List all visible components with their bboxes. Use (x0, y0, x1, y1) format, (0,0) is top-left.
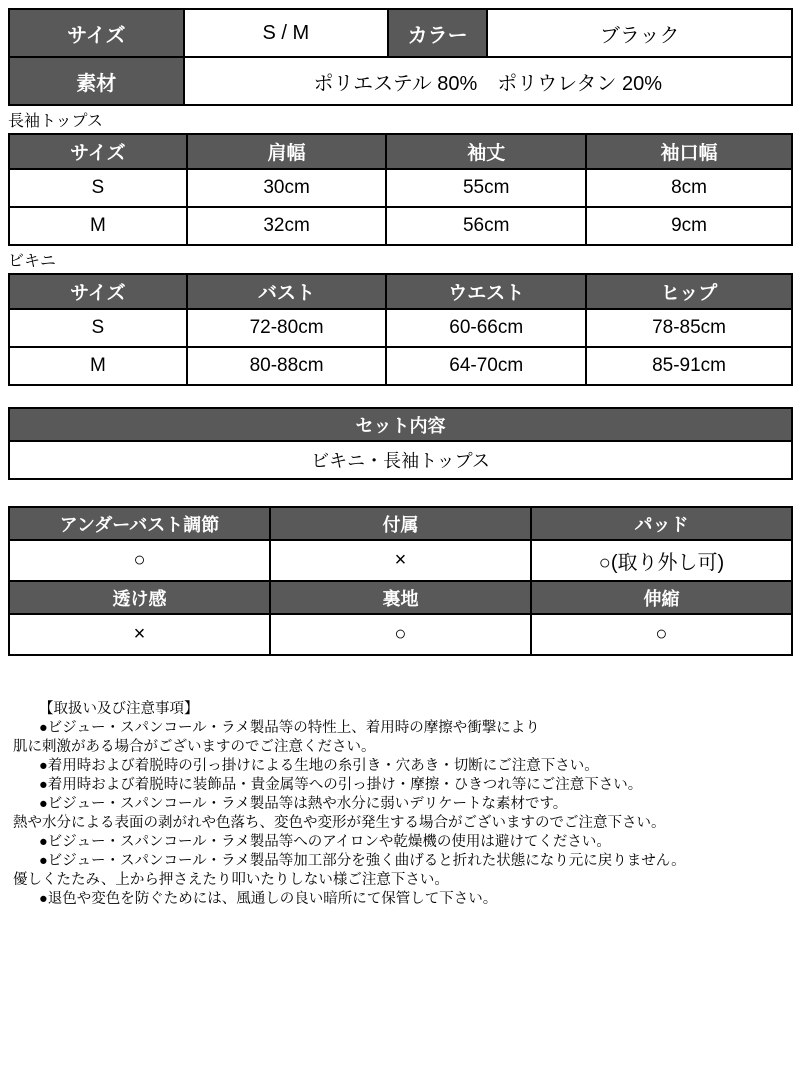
table-cell: S (9, 309, 187, 347)
column-header: バスト (187, 274, 387, 309)
set-contents-value: ビキニ・長袖トップス (9, 441, 792, 479)
column-header: 肩幅 (187, 134, 387, 169)
table-cell: 56cm (386, 207, 586, 245)
color-value: ブラック (487, 9, 792, 57)
table-row (9, 309, 792, 347)
table-cell: M (9, 207, 187, 245)
underbust-adjust-header: アンダーバスト調節 (9, 507, 270, 540)
table-cell: M (9, 347, 187, 385)
stretch-header: 伸縮 (531, 581, 792, 614)
column-header: ウエスト (386, 274, 586, 309)
note-line: ●ビジュー・スパンコール・ラメ製品等へのアイロンや乾燥機の使用は避けてください。 (39, 834, 611, 850)
table-row (9, 9, 792, 57)
column-header: ヒップ (586, 274, 792, 309)
table-header-row (9, 408, 792, 441)
table-row (9, 169, 792, 207)
table-row (9, 57, 792, 105)
table-header-row (9, 274, 792, 309)
material-value: ポリエステル 80% ポリウレタン 20% (184, 57, 792, 105)
table-cell: 78-85cm (586, 309, 792, 347)
table-row (9, 540, 792, 581)
care-notes (8, 700, 793, 909)
table-cell: 8cm (586, 169, 792, 207)
table-header-row (9, 507, 792, 540)
feature-table (8, 506, 793, 656)
pad-header: パッド (531, 507, 792, 540)
table-row (9, 207, 792, 245)
note-line: ●着用時および着脱時に装飾品・貴金属等への引っ掛け・摩擦・ひきつれ等にご注意下さい。 (39, 777, 643, 793)
material-label: 素材 (9, 57, 184, 105)
sheerness-header: 透け感 (9, 581, 270, 614)
care-notes-title: 【取扱い及び注意事項】 (39, 701, 199, 717)
column-header: サイズ (9, 274, 187, 309)
table-header-row (9, 134, 792, 169)
column-header: 袖丈 (386, 134, 586, 169)
table-cell: 32cm (187, 207, 387, 245)
bikini-size-table (8, 273, 793, 386)
note-line: ●着用時および着脱時の引っ掛けによる生地の糸引き・穴あき・切断にご注意下さい。 (39, 758, 599, 774)
table-cell: 9cm (586, 207, 792, 245)
table-cell: 85-91cm (586, 347, 792, 385)
color-label: カラー (388, 9, 487, 57)
accessory-value: × (270, 540, 531, 581)
underbust-adjust-value: ○ (9, 540, 270, 581)
spec-table (8, 8, 793, 106)
sheerness-value: × (9, 614, 270, 655)
size-label: サイズ (9, 9, 184, 57)
table-cell: 30cm (187, 169, 387, 207)
stretch-value: ○ (531, 614, 792, 655)
accessory-header: 付属 (270, 507, 531, 540)
note-line: 熱や水分による表面の剥がれや色落ち、変色や変形が発生する場合がございますのでご注意下さい。 (13, 815, 666, 831)
table-cell: 64-70cm (386, 347, 586, 385)
table-cell: 72-80cm (187, 309, 387, 347)
column-header: サイズ (9, 134, 187, 169)
size-value: S / M (184, 9, 388, 57)
note-line: ●ビジュー・スパンコール・ラメ製品等加工部分を強く曲げると折れた状態になり元に戻りません。 (39, 853, 686, 869)
note-line: ●ビジュー・スパンコール・ラメ製品等の特性上、着用時の摩擦や衝撃により (39, 720, 540, 736)
lining-value: ○ (270, 614, 531, 655)
note-line: ●退色や変色を防ぐためには、風通しの良い暗所にて保管して下さい。 (39, 891, 498, 907)
lining-header: 裏地 (270, 581, 531, 614)
table-row (9, 441, 792, 479)
set-contents-header: セット内容 (9, 408, 792, 441)
table-row (9, 614, 792, 655)
bikini-section-title: ビキニ (8, 253, 57, 270)
note-line: ●ビジュー・スパンコール・ラメ製品等は熱や水分に弱いデリケートな素材です。 (39, 796, 568, 812)
table-cell: 60-66cm (386, 309, 586, 347)
table-cell: 80-88cm (187, 347, 387, 385)
table-row (9, 347, 792, 385)
note-line: 肌に刺激がある場合がございますのでご注意ください。 (13, 739, 376, 755)
tops-size-table (8, 133, 793, 246)
tops-section-title: 長袖トップス (8, 113, 103, 130)
set-contents-table (8, 407, 793, 480)
column-header: 袖口幅 (586, 134, 792, 169)
table-header-row (9, 581, 792, 614)
pad-value: ○(取り外し可) (531, 540, 792, 581)
table-cell: S (9, 169, 187, 207)
table-cell: 55cm (386, 169, 586, 207)
note-line: 優しくたたみ、上から押さえたり叩いたりしない様ご注意下さい。 (13, 872, 449, 888)
